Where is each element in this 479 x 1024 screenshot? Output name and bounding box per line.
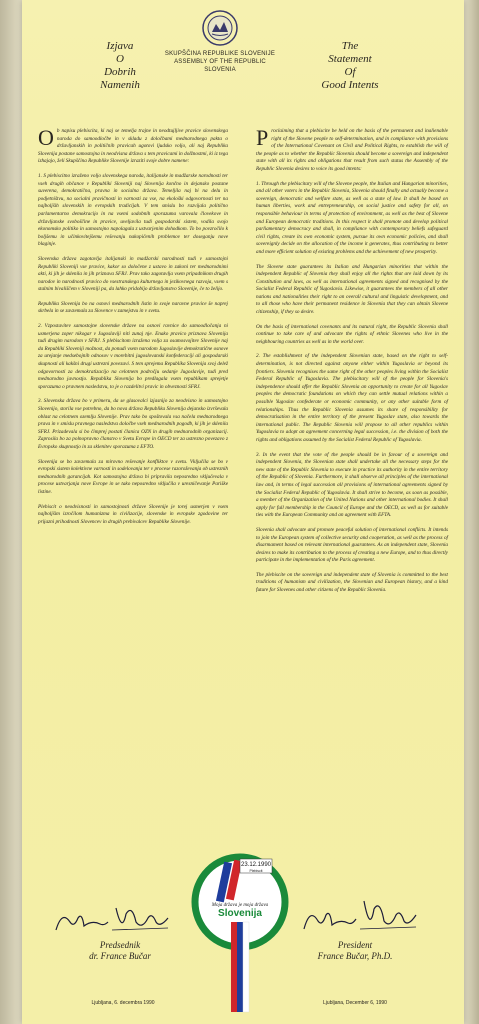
- title-slovene-line: Dobrih: [104, 66, 136, 78]
- paragraph: Plebiscit o neodvisnosti in samostojnosti države Slovenije je torej usmerjen v vsem najboljšim izročilom humanizma in civilizacije, slovenske in evropske zgodovine ter prijazni prihodnosti Slovencev in drugih prebivalcev Republike Slovenije.: [38, 503, 228, 525]
- signatory-name: dr. France Bučar: [89, 951, 151, 961]
- frame-left: [0, 0, 22, 1024]
- paragraph: 2. Vzpostavitev samostojne slovenske države na osnovi ravnice do samoodločanja ni usmerjena zoper nikogar v Jugoslaviji niti zunaj nje. Enako pravico priznava Slovenija tudi drugim narodom v SFRJ. S plebiscitom izražena volja za osamosvojitev Slovenije naj da Republiki Sloveniji možnost, da ponudi vsem narodom Jugoslavije demokratične osnove za urejanje medsebojnih odnosov v morebitni jugoslovanski konfederaciji ali gospodarski skupnosti ali kakšni drugi ustrezni povezavi. S tem sprejema Republika Slovenija svoj delež odgovornosti za demokratizacijo na celotnem področju sedanje Jugoslavije, tudi pred mednarodno javnostjo. Republika Slovenija bo predlagala vsem republikam sprejetje sporazuma o pravnem nasledstvu, to je o razdelitvi pravic in obveznosti SFRJ.: [38, 323, 228, 390]
- assembly-name: [160, 50, 280, 74]
- place-date-slovene: Ljubljana, 6. decembra 1990: [91, 1000, 155, 1006]
- title-english-line: The: [341, 40, 359, 52]
- paragraph: Proclaiming that a plebiscite be held on the basis of the permanent and inalienable right of the Slovene people to self-determination, and in compliance with provisions of the International Covenant on Civil and Political Rights, to establish the will of the people as to whether the Republic Slovenia should become a sovereign and independent state with all its rights and obligations that result from such status the Assembly of the Republic Slovenia desires to voice its good intents:: [256, 125, 448, 172]
- paragraph: The Slovene state guarantees its Italian and Hungarian minorities that within the independent Republic of Slovenia they shall enjoy all the rights that are laid down by its Constitution and laws, as well as international agreements signed and recognised by the Socialist Federal Republic of Yugoslavia. Likewise, it guarantees the members of all other nations and nationalities their right to an overall cultural and linguistic development, and to all those who have their permanent residence in Slovenia that they can obtain Slovene citizenship, if they so desire.: [256, 263, 448, 316]
- seal-ribbon-blue: [237, 922, 243, 1012]
- assembly-name-english: ASSEMBLY OF THE REPUBLIC SLOVENIA: [174, 59, 266, 73]
- dropcap: O: [38, 125, 54, 150]
- signature-left: [52, 900, 172, 940]
- title-english: [300, 40, 400, 92]
- seal-date: 23.12.1990: [240, 862, 272, 868]
- signatory-role: Predsednik: [99, 940, 141, 950]
- place-date-english: Ljubljana, December 6, 1990: [323, 1000, 387, 1006]
- frame-right: [464, 0, 479, 1024]
- paragraph: 3. In the event that the vote of the people should be in favour of a sovereign and independent Slovenia, the Slovenian state shall undertake all the necessary steps for the new state of the Republic Slovenia to execute in practice its authority in the entire territory of the Republic of Slovenia. Furthermore, it shall observe all principles of the international law and, in terms of legal succession all provisions of international agreements signed by the Socialist Federal Republic of Yugoslavia. It shall strive to become, as soon as possible, a member of the Organization of the United Nations and other international bodies. It shall apply for full membership in the Council of Europe and the OECD, as well as for suitable ties with the European Community and an agreement with EFTA.: [256, 451, 448, 519]
- seal-name: Slovenija: [218, 908, 262, 919]
- seal-ribbon-white: [243, 922, 249, 1012]
- paragraph: Ob napisu plebiscita, ki naj se temelja trajne in neodtujljive pravice slovenskega naroda do samoodločbe in v skladu z določbami mednarodnega pakta o državljanskih in političnih pravicah ugotovi ljudsko voljo, ali naj Republika Slovenija postane samostojna in neodvisna država s tem pravicami in dolžnostmi, ki iz tega izhajajo, želi Skupščina Republike Slovenije izraziti svoje dobre namene:: [38, 125, 228, 165]
- signatory-slovene: [65, 940, 175, 962]
- title-slovene-line: O: [116, 53, 124, 65]
- paragraph: On the basis of international covenants and its natural right, the Republic Slovenia shall continue to take care of and advocate the rights of ethnic Slovenes who live in the neighbouring countries as well as in the world over.: [256, 323, 448, 345]
- paragraph: Slovenija se bo zavzemala za mirovno reševanje konfliktov v svetu. Vključila se bo v evropski sistem kolektivne varnosti in sodelovanja ter v procese razoroževanja ob ustreznih mednarodnih garancijah. Kot samostojna država bi pripravila neposredno vključevala v procese ustvarjanja nove Evrope in se tako neposredno vključila v uresničevanje Pariške listine.: [38, 458, 228, 495]
- seal-ribbon-red: [231, 922, 237, 1012]
- paragraph: 1. S plebiscitno izraženo voljo slovenskega naroda, italijanske in madžarske narodnosti ter vseh drugih občanov v Republiki Sloveniji naj Slovenija končno in dejansko postane suverena, demokratična, pravna in socialna država. Temeljila naj bi na delu in podjetništvu, na socialni pravičnosti in varnosti za vse, na ekološki odgovornosti ter na najboljših slovenskih in evropskih tradicijah. V tem smislu bo razvijala politično parlamentarno demokracijo in na vsemi sodobnih sporazuma varovala človekove in državljanske svoboščine in pravice, uveljavila tudi gospodarski sistem, vodila svojo ekonomsko politiko in samostojno napolagala z ustvarjenim dohodkom. To bo povzročilo k boljšemu in učinkovitejšemu reševanju nakopičenih problemov ter doseganju nove blaginje.: [38, 172, 228, 248]
- paragraph: The plebiscite on the sovereign and independent state of Slovenia is committed to the best traditions of humanism and civilization, the Slovenian and European history, and a kind future for Slovenes and other citizens of the Republic Slovenia.: [256, 571, 448, 594]
- signature-right: [300, 895, 420, 940]
- assembly-emblem-icon: [200, 8, 240, 48]
- assembly-name-slovene: SKUPŠČINA REPUBLIKE SLOVENIJE: [164, 51, 276, 57]
- slovene-text-column: [38, 125, 228, 533]
- signatory-role: President: [337, 940, 373, 950]
- english-text-column: [256, 125, 448, 602]
- title-english-line: Statement: [328, 53, 372, 65]
- seal-small-text: Plebiscit: [249, 869, 263, 873]
- title-slovene: [85, 40, 155, 92]
- paragraph: 1. Through the plebiscitary will of the Slovene people, the Italian and Hungarian minorities, and all other voters in the Republic Slovenia, Slovenia should finally and actually become a sovereign, democratic and welfare state, as well as a state of law. It shall be based on human liberties, work and entrepreneurship, on social justice and safety for all, on responsible behaviour in terms of protection of environment, as well as the best of Slovene and European democratic traditions. In this respect it shall promote and develop political parliamentary democracy and shall, in compliance with contemporary beliefs safeguard civil rights, create its own economic system, pursue its own economic policies, and shall sovereignly decide on the allocation of the income it generates, thus contributing to better and more efficient solution of existing problems and the achievement of new prosperity.: [256, 180, 448, 255]
- signatory-name: France Bučar, Ph.D.: [317, 951, 393, 961]
- plebiscite-seal: [190, 850, 290, 1020]
- signatory-english: [300, 940, 410, 962]
- paragraph: Slovenska država zagotavlja italijanski in madžarski narodnosti tudi v samostojni Republiki Sloveniji vse pravice, kakor so določene z ustavo in zakoni ter mednarodnimi akti, ki jih je sklenila in jih priznava SFRJ. Prav tako zagotavlja vsem pripadnikom drugih narodov in narodnosti pravico do vsestranskega kulturnega in jezikovnega razvoja, vsem s stalnim bivališčem v Sloveniji pa, da lahko pridobijo državljanstvo Slovenije, če to želijo.: [38, 255, 228, 293]
- title-english-line: Of: [344, 66, 356, 78]
- seal-slogan: Moja država je moja država: [211, 903, 269, 908]
- title-slovene-line: Namenih: [100, 79, 140, 91]
- title-english-line: Good Intents: [321, 79, 379, 91]
- title-slovene-line: Izjava: [106, 40, 134, 52]
- paragraph: Slovenia shall advocate and promote peaceful solution of international conflicts. It intends to join the European system of collective security and cooperation, as well as the process of disarmament based on relevant international guarantees. As an independent state, Slovenia desires to make its contribution to the process of creating a new Europe, and to thus directly participate in the implementation of the Paris agreement.: [256, 526, 448, 564]
- paragraph: Republika Slovenija bo na osnovi mednarodnih listin in svoje naravne pravice še naprej skrbela in se zavzemala za Slovence v zamejstvu in v svetu.: [38, 300, 228, 315]
- paragraph: 3. Slovenska država bo v primeru, da se glasovalci izjasnijo za neodvisno in samostojno Slovenijo, storila vse potrebno, da bo nova država Republika Slovenija dejansko izvrševala oblast na celotnem ozemlju Slovenije. Prav tako bo spoštovala vsa načela mednarodnega prava in v smislu pravnega nasledstva določbe vseh mednarodnih pogodb, ki jih je sklenila SFRJ. Prizadevala si bo čimprej postati članica OZN in drugih mednarodnih organizacij. Zaprosila bo za polnopravno članstvo v Svetu Evrope in OECD ter za ustrezno povezavo z Evropsko skupnostjo in za sklenitev sporazuma z EFTO.: [38, 398, 228, 450]
- dropcap: P: [256, 125, 269, 150]
- paragraph: 2. The establishment of the independent Slovenian state, based on the right to self-determination, is not directed against anyone either within Yugoslavia or beyond its frontiers. Slovenia recognises the same right of the other peoples living within the Socialist Federal Republic of Yugoslavia. The plebiscitary will of the people for Slovenia's independence should offer the Republic Slovenia an opportunity to create for all Yugoslav peoples the democratic foundations on which they can settle mutual relations within a possible Yugoslav confederate or economic community, or any other suitable form of relationships. Thus the Republic Slovenia assumes its share of responsibility for democratisation in the entire territory of the present Yugoslav state, also towards the international public. The Republic Slovenia will propose to all other republics within Yugoslavia to adopt an agreement concerning legal succession, i.e. the division of both the rights and obligations assumed by the Socialist Federal Republic of Yugoslavia.: [256, 353, 448, 443]
